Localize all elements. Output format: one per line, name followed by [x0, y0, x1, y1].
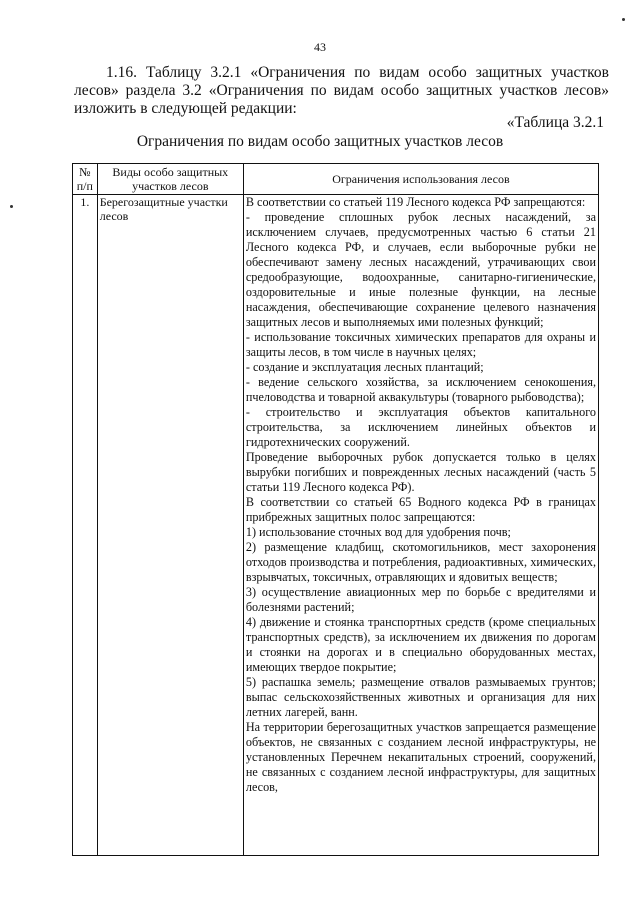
- restriction-paragraph: - строительство и эксплуатация объектов капитального строительства, за исключением линейных объектов и гидротехнических сооружений.: [245, 405, 596, 449]
- restriction-paragraph: 5) распашка земель; размещение отвалов размываемых грунтов; выпас сельскохозяйственных животных и организация для них летних лагерей, ванн.: [245, 675, 596, 719]
- restrictions-table: [72, 163, 599, 856]
- row-number: 1.: [73, 195, 98, 856]
- scan-speck-top: [622, 18, 625, 21]
- restriction-paragraph: - создание и эксплуатация лесных плантаций;: [245, 360, 484, 374]
- restriction-paragraph: 3) осуществление авиационных мер по борьбе с вредителями и болезнями растений;: [245, 585, 596, 614]
- restrictions-text: [246, 195, 596, 855]
- restriction-paragraph: На территории берегозащитных участков запрещается размещение объектов, не связанных с созданием лесной инфраструктуры, не установленных Перечнем некапитальных строений, сооружений, не связанных с созданием лесной инфраструктуры, для защитных лесов,: [245, 720, 596, 794]
- restriction-paragraph: - проведение сплошных рубок лесных насаждений, за исключением случаев, предусмотренных частью 6 статьи 21 Лесного кодекса РФ, и случаев, если выборочные рубки не обеспечивают замену лесных насаждений, утрачивающих свои средообразующие, водоохранные, санитарно-гигиенические, оздоровительные и иные полезные функции, на лесные насаждения, обеспечивающие сохранение целевого назначения защитных лесов и выполняемых ими полезных функций;: [245, 210, 596, 329]
- restriction-paragraph: - ведение сельского хозяйства, за исключением сенокошения, пчеловодства и товарной аквакультуры (товарного рыбоводства);: [245, 375, 596, 404]
- restriction-paragraph: 4) движение и стоянка транспортных средств (кроме специальных транспортных средств), за исключением их движения по дорогам и стоянки на дорогах и в специально оборудованных местах, имеющих твердое покрытие;: [245, 615, 596, 674]
- scan-speck-left: [10, 205, 13, 208]
- restriction-paragraph: Проведение выборочных рубок допускается только в целях вырубки погибших и поврежденных лесных насаждений (часть 5 статьи 119 Лесного кодекса РФ).: [245, 450, 596, 494]
- page-number: 43: [314, 40, 326, 54]
- restriction-paragraph: - использование токсичных химических препаратов для охраны и защиты лесов, в том числе в научных целях;: [245, 330, 596, 359]
- table-row: [73, 195, 599, 856]
- row-restrictions-cell: [243, 195, 598, 856]
- header-restrictions: Ограничения использования лесов: [243, 164, 598, 195]
- table-header-row: [73, 164, 599, 195]
- header-num: № п/п: [73, 164, 98, 195]
- row-kind: Берегозащитные участки лесов: [97, 195, 243, 856]
- restriction-paragraph: 1) использование сточных вод для удобрения почв;: [245, 525, 511, 539]
- restriction-paragraph: В соответствии со статьей 65 Водного кодекса РФ в границах прибрежных защитных полос запрещаются:: [245, 495, 596, 524]
- table-title: Ограничения по видам особо защитных участков лесов: [136, 133, 504, 150]
- restriction-paragraph: 2) размещение кладбищ, скотомогильников, мест захоронения отходов производства и потребления, радиоактивных, химических, взрывчатых, токсичных, отравляющих и ядовитых веществ;: [245, 540, 596, 584]
- table-label: «Таблица 3.2.1: [506, 114, 604, 131]
- restriction-paragraph: В соответствии со статьей 119 Лесного кодекса РФ запрещаются:: [245, 195, 586, 209]
- header-kind: Виды особо защитных участков лесов: [97, 164, 243, 195]
- intro-paragraph: 1.16. Таблицу 3.2.1 «Ограничения по видам особо защитных участков лесов» раздела 3.2 «Ограничения по видам особо защитных участков лесов» изложить в следующей редакции:: [74, 64, 609, 117]
